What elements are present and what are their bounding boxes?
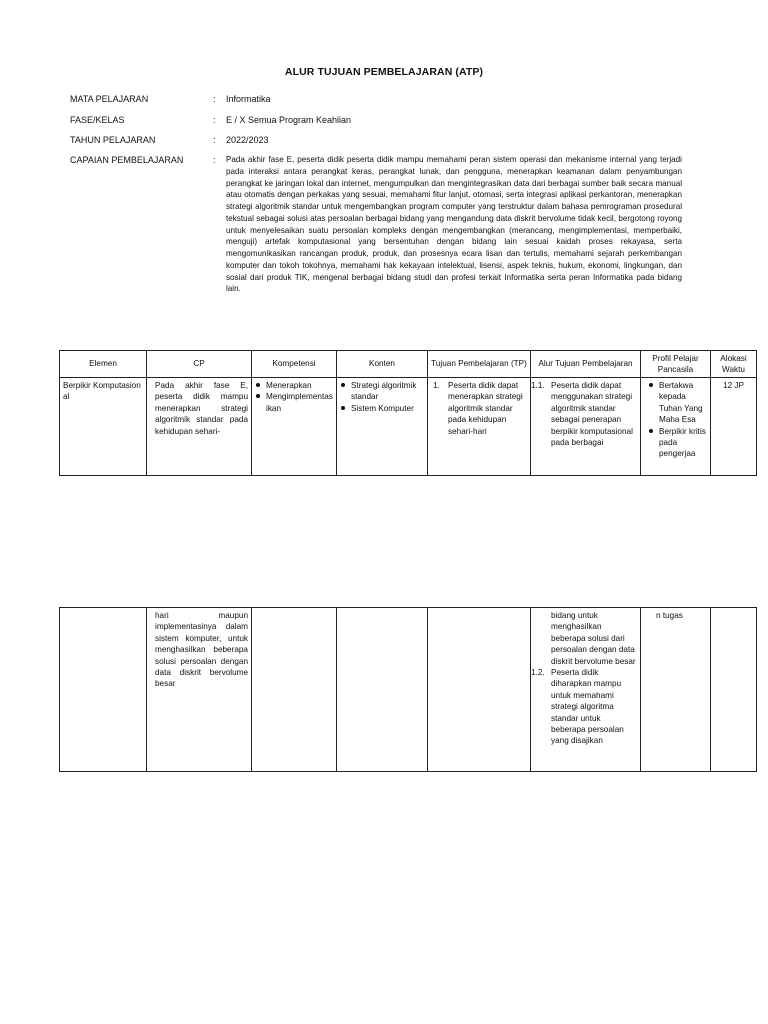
cp-text-continued: hari maupun implementasinya dalam sistem komputer, untuk menghasilkan beberapa solusi persoalan dengan data diskrit bervolume besar <box>155 611 248 689</box>
atp-number: 1.1. <box>531 381 545 390</box>
cell-kompetensi-empty <box>252 608 337 772</box>
cp-text: Pada akhir fase E, peserta didik mampu menerapkan strategi algoritmik standar pada kehidupan sehari- <box>155 381 248 436</box>
kompetensi-item: Mengimplementasikan <box>266 392 333 413</box>
cell-alokasi-empty <box>711 608 757 772</box>
capaian-pembelajaran-text: Pada akhir fase E, peserta didik peserta didik mampu memahami peran sistem operasi dan mekanisme internal yang terjadi pada interaksi antara perangkat keras, perangkat lunak, dan pengguna, menerapkan keamanan dalam penyambungan perangkat ke jaringan lokal dan internet, mengumpulkan dan mengintegrasikan data dari berbagai sumber baik secara manual atau otomatis dengan perkakas yang sesuai, memahami fitur lanjut, otomasi, serta integrasi aplikasi perkantoran, menerapkan strategi algoritmik standar untuk mengembangkan program computer yang terstruktur dalam bahasa pemrograman prosedural tekstual sebagai solusi atas persoalan berbagai bidang yang mengandung data diskrit bervolume tidak kecil, bergotong royong untuk menyelesaikan suatu persoalan kompleks dengan mengembangkan (merancang, mengimplementasi, memperbaiki, menguji) artefak komputasional yang bersentuhan dengan bidang lain sesuai kaidah proses rekayasa, serta mengomunikasikan rancangan produk, produk, dan prosesnya ecara lisan dan tertulis, memahami sejarah perkembangan komputer dan tokoh tokohnya, memahami hak kekayaan intelektual, lisensi, aspek teknis, hukum, ekonomi, lingkungan, dan sosial dari produk TIK, mengenal berbagai bidang studi dan profesi terkait Informatika serta peran Informatika pada bidang lain. <box>226 155 682 294</box>
header-tp: Tujuan Pembelajaran (TP) <box>428 351 531 378</box>
info-colon: : <box>213 155 216 165</box>
cell-cp <box>147 378 252 476</box>
info-value: Informatika <box>226 94 271 104</box>
header-alokasi: Alokasi Waktu <box>711 351 757 378</box>
cell-atp <box>531 378 641 476</box>
cell-konten <box>337 378 428 476</box>
konten-item: Strategi algoritmik standar <box>351 380 424 403</box>
cell-profil <box>641 378 711 476</box>
atp-text-continued: bidang untuk menghasilkan beberapa solusi dari persoalan dengan data diskrit bervolume besar <box>551 611 636 666</box>
atp-text: Peserta didik dapat menggunakan strategi algoritmik standar sebagai penerapan berpikir komputasional pada berbagai <box>551 381 633 448</box>
header-atp: Alur Tujuan Pembelajaran <box>531 351 641 378</box>
cell-cp <box>147 608 252 772</box>
tp-text: Peserta didik dapat menerapkan strategi algoritmik standar pada kehidupan sehari-hari <box>448 381 523 436</box>
profil-text-continued: n tugas <box>656 611 683 620</box>
profil-item: Berpikir kritis pada pengerjaa <box>659 426 706 459</box>
info-colon: : <box>213 94 216 104</box>
header-profil: Profil Pelajar Pancasila <box>641 351 711 378</box>
table-row <box>60 378 757 476</box>
info-colon: : <box>213 135 216 145</box>
table-header-row <box>60 351 757 378</box>
table-row <box>60 608 757 772</box>
atp-table <box>59 350 757 476</box>
elemen-text: Berpikir Komputasional <box>63 381 141 402</box>
cell-alokasi: 12 JP <box>711 378 757 476</box>
header-cp: CP <box>147 351 252 378</box>
tp-number: 1. <box>433 381 440 390</box>
kompetensi-item: Menerapkan <box>266 380 333 391</box>
cell-tp <box>428 378 531 476</box>
konten-item: Sistem Komputer <box>351 403 424 414</box>
info-label: TAHUN PELAJARAN <box>70 135 156 145</box>
info-value: E / X Semua Program Keahlian <box>226 115 352 125</box>
cell-konten-empty <box>337 608 428 772</box>
info-label: CAPAIAN PEMBELAJARAN <box>70 155 184 165</box>
header-kompetensi: Kompetensi <box>252 351 337 378</box>
header-elemen: Elemen <box>60 351 147 378</box>
cell-profil <box>641 608 711 772</box>
cell-elemen-empty <box>60 608 147 772</box>
atp-table-continued <box>59 607 757 772</box>
document-title: ALUR TUJUAN PEMBELAJARAN (ATP) <box>284 66 484 78</box>
cell-atp <box>531 608 641 772</box>
info-label: MATA PELAJARAN <box>70 94 149 104</box>
info-colon: : <box>213 115 216 125</box>
atp-number: 1.2. <box>531 668 545 678</box>
cell-tp-empty <box>428 608 531 772</box>
cell-kompetensi <box>252 378 337 476</box>
cell-elemen <box>60 378 147 476</box>
profil-item: Bertakwa kepada Tuhan Yang Maha Esa <box>659 380 707 426</box>
info-value: 2022/2023 <box>226 135 269 145</box>
info-label: FASE/KELAS <box>70 115 125 125</box>
header-konten: Konten <box>337 351 428 378</box>
atp-text: Peserta didik diharapkan mampu untuk memahami strategi algoritma standar untuk beberapa persoalan yang disajikan <box>551 668 624 746</box>
